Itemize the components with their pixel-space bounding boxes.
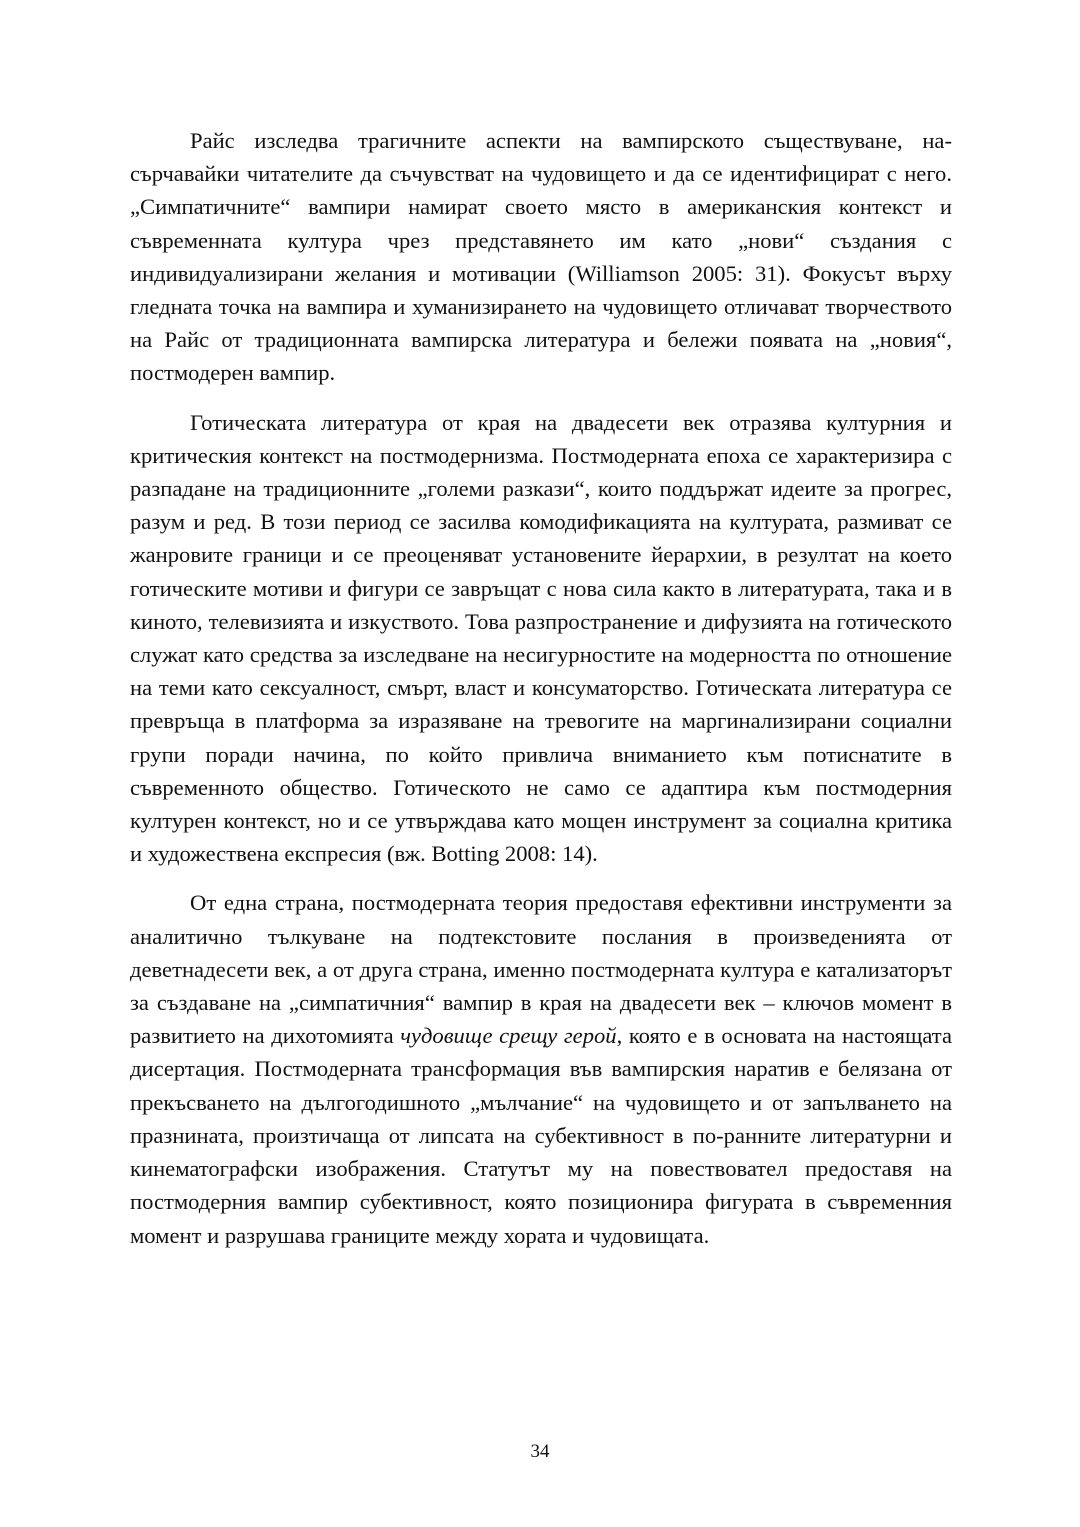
paragraph-3-text-end: , която е в основата на настоящата дисертация. Постмодерната трансформация във вампирския наратив е белязана от прекъсването на дългогодишното „мълчание“ на чудовището и от запълването на празнината, произтичаща от липсата на субективност в по-ранните литературни и кинематографски изображения. Статутът му на повествовател предоставя на постмодерния вампир субективност, която позиционира фигурата в съвременния момент и разрушава границите между хората и чудовищата.: [130, 1023, 952, 1248]
paragraph-2: [130, 406, 952, 871]
paragraph-2-text: Готическата литература от края на двадесети век отразява културния и критическия контекст на постмодернизма. Постмодерната епоха се характеризира с разпадане на традиционните „големи разкази“, които поддържат идеите за прогрес, разум и ред. В този период се засилва комодификацията на културата, размиват се жанровите граници и се преоценяват установените йерархии, в резултат на което готическите мотиви и фигури се завръщат с нова сила както в литературата, така и в киното, телевизията и изкуството. Това разпространение и дифузията на готическото служат като средства за изследване на несигурностите на модерността по отношение на теми като сексуалност, смърт, власт и консуматорство. Готическата литература се превръща в платформа за изразяване на тревогите на маргинализирани социални групи поради начина, по който привлича вниманието към потиснатите в съвременното общество. Готическото не само се адаптира към постмодерния културен контекст, но и се утвърждава като мощен инструмент за социална критика и художествена експресия (вж. Botting 2008: 14).: [130, 409, 952, 867]
paragraph-3: [130, 886, 952, 1251]
page-number: 34: [530, 1441, 550, 1462]
paragraph-3-italic-term: чудовище срещу герой: [400, 1023, 617, 1049]
paragraph-1-text: Райс изследва трагичните аспекти на вампирското съществуване, насърчавайки читателите да съчувстват на чудовището и да се идентифицират с него. „Симпатичните“ вампири намират своето място в американския контекст и съвременната култура чрез представянето им като „нови“ създания с индивидуализирани желания и мотивации (Williamson 2005: 31). Фокусът върху гледната точка на вампира и хуманизирането на чудовището отличават творчеството на Райс от традиционната вампирска литература и бележи появата на „новия“, постмодерен вампир.: [130, 128, 952, 386]
document-page: [130, 124, 952, 1268]
paragraph-3-text-start: От една страна, постмодерната теория предоставя ефективни инструменти за аналитично тълкуване на подтекстовите послания в произведенията от деветнадесети век, а от друга страна, именно постмодерната култура е катализаторът за създаване на „симпатичния“ вампир в края на двадесети век – ключов момент в развитието на дихотомията: [130, 890, 952, 1049]
paragraph-1: [130, 124, 952, 390]
